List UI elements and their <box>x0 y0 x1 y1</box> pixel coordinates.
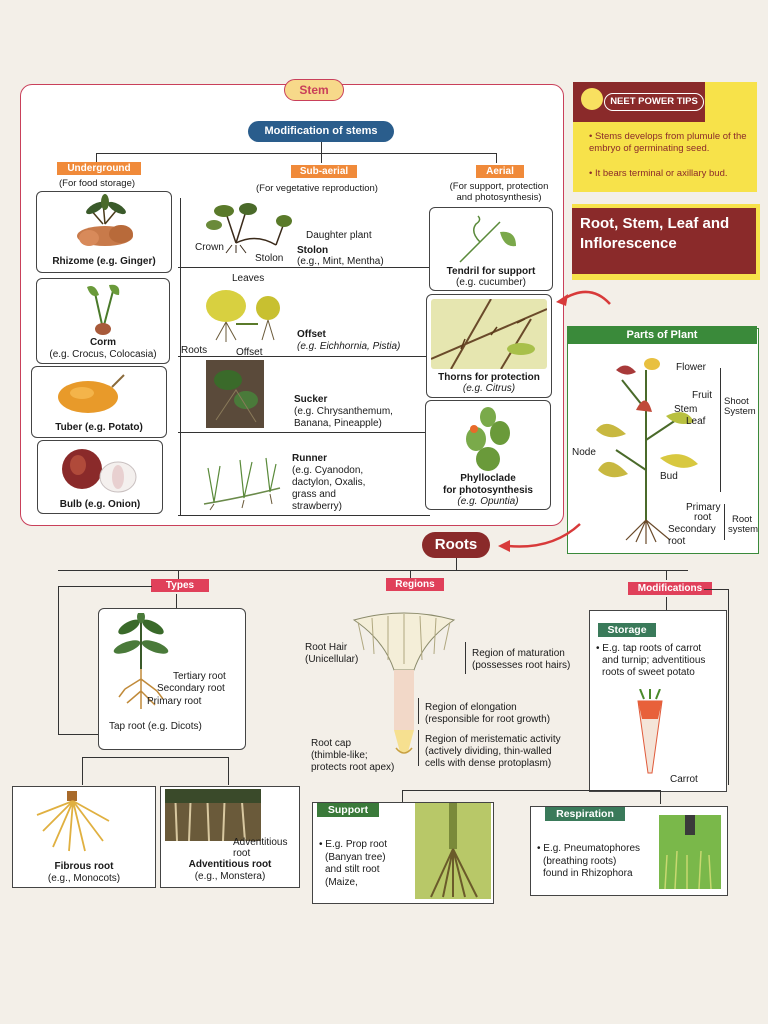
support-tag: Support <box>317 803 379 817</box>
thorns-label: Thorns for protection <box>438 372 540 383</box>
roots-title: Roots <box>422 532 490 558</box>
corm-icon <box>73 281 133 337</box>
aerial-tag: Aerial <box>476 165 524 178</box>
respiration-text-1: • E.g. Pneumatophores <box>537 843 641 854</box>
prop-root-icon <box>415 803 491 899</box>
types-tag: Types <box>151 579 209 592</box>
primary-root-type-label: Primary root <box>147 696 202 707</box>
storage-text-3: roots of sweet potato <box>602 667 695 678</box>
elongation-label-2: (responsible for root growth) <box>425 714 551 725</box>
offset-leaves-label: Leaves <box>232 273 265 284</box>
root-hair-label-1: Root Hair <box>305 642 348 653</box>
crown-label: Crown <box>195 242 224 253</box>
modification-title: Modification of stems <box>248 121 394 142</box>
fibrous-card <box>12 786 156 888</box>
sucker-illustration <box>206 360 264 428</box>
bud-label: Bud <box>660 471 678 482</box>
regions-tag: Regions <box>386 578 444 591</box>
runner-example-3: grass and <box>292 489 336 500</box>
adventitious-arrow-label-1: Adventitious <box>233 837 288 848</box>
fibrous-root-example: (e.g., Monocots) <box>47 873 121 884</box>
tip-1-text: Stems develops from plumule of the embryo of germinating seed. <box>589 131 747 154</box>
stolon-name: Stolon <box>297 245 329 256</box>
sucker-example-2: Banana, Pineapple) <box>294 418 382 429</box>
leaf-label: Leaf <box>686 416 706 427</box>
ginger-icon <box>65 194 145 252</box>
tips-title: NEET POWER TIPS <box>604 93 704 111</box>
stem-label: Stem <box>674 404 698 415</box>
root-cap-label-3: protects root apex) <box>311 762 395 773</box>
respiration-card <box>530 806 728 896</box>
fibrous-root-label: Fibrous root <box>54 861 114 872</box>
underground-purpose: (For food storage) <box>59 178 136 189</box>
shoot-system-label-2: System <box>724 406 756 417</box>
adventitious-root-label: Adventitious root <box>188 859 272 870</box>
modifications-tag: Modifications <box>628 582 712 595</box>
runner-example-4: strawberry) <box>292 501 343 512</box>
thorns-example: (e.g. Citrus) <box>462 383 516 394</box>
offset-arrow-label: Offset <box>236 347 263 358</box>
phylloclade-label-2: for photosynthesis <box>442 485 533 496</box>
respiration-text-2: (breathing roots) <box>543 856 617 867</box>
corm-label: Corm <box>89 337 117 348</box>
offset-example: (e.g. Eichhornia, Pistia) <box>297 341 401 352</box>
tip-2-text: It bears terminal or axillary bud. <box>594 168 728 179</box>
subaerial-purpose: (For vegetative reproduction) <box>256 183 378 194</box>
shoot-system-label-1: Shoot <box>724 396 749 407</box>
storage-text-2: and turnip; adventitious <box>602 655 706 666</box>
tuber-card <box>31 366 167 438</box>
tendril-example: (e.g. cucumber) <box>455 277 527 288</box>
tendril-card <box>429 207 553 291</box>
daughter-plant-label: Daughter plant <box>306 230 372 241</box>
support-card <box>312 802 494 904</box>
root-cap-label-1: Root cap <box>311 738 352 749</box>
meristem-label-3: cells with dense protoplasm) <box>425 758 552 769</box>
offset-name: Offset <box>297 329 326 340</box>
root-cap-label-2: (thimble-like; <box>311 750 368 761</box>
stolon-arrow-label: Stolon <box>255 253 284 264</box>
underground-tag: Underground <box>57 162 141 175</box>
phylloclade-label-1: Phylloclade <box>460 473 516 484</box>
corm-card <box>36 278 170 364</box>
adventitious-arrow-label-2: root <box>233 848 251 859</box>
rhizome-card <box>36 191 172 273</box>
secondary-root-label-2: root <box>668 536 686 547</box>
tip-2: • It bears terminal or axillary bud. <box>589 168 728 179</box>
root-system-label-2: system <box>728 524 759 535</box>
meristem-label-2: (actively dividing, thin-walled <box>425 746 552 757</box>
fruit-label: Fruit <box>692 390 712 401</box>
root-hair-label-2: (Unicellular) <box>305 654 359 665</box>
runner-illustration <box>200 448 282 512</box>
flower-label: Flower <box>676 362 707 373</box>
thorns-card <box>426 294 552 398</box>
support-text-3: and stilt root <box>325 864 380 875</box>
bulb-card <box>37 440 163 514</box>
thorns-icon <box>431 299 547 369</box>
phylloclade-card <box>425 400 551 510</box>
chapter-title: Root, Stem, Leaf and Inflorescence <box>572 208 756 274</box>
storage-tag: Storage <box>598 623 656 637</box>
potato-icon <box>52 371 132 415</box>
tertiary-root-label: Tertiary root <box>173 671 226 682</box>
node-label: Node <box>572 447 596 458</box>
tip-1: • Stems develops from plumule of the embryo of germinating seed. <box>589 131 747 154</box>
runner-example-2: dactylon, Oxalis, <box>292 477 366 488</box>
support-text-4: (Maize, <box>325 877 358 888</box>
primary-root-label-1: Primary <box>686 502 721 513</box>
root-system-label-1: Root <box>732 514 753 525</box>
sucker-example-1: (e.g. Chrysanthemum, <box>294 406 393 417</box>
taproot-label: Tap root (e.g. Dicots) <box>109 721 202 732</box>
bulb-icon <box>581 88 603 110</box>
storage-text-1: • E.g. tap roots of carrot <box>596 643 702 654</box>
rhizome-label: Rhizome (e.g. Ginger) <box>52 256 156 267</box>
secondary-root-type-label: Secondary root <box>157 683 225 694</box>
onion-icon <box>48 443 148 495</box>
maturation-label-2: (possesses root hairs) <box>472 660 571 671</box>
stolon-example: (e.g., Mint, Mentha) <box>297 256 384 267</box>
phylloclade-example: (e.g. Opuntia) <box>457 496 519 507</box>
respiration-tag: Respiration <box>545 807 625 821</box>
fibrous-root-icon <box>33 791 113 855</box>
stem-title: Stem <box>284 79 344 101</box>
pneumatophore-icon <box>659 815 721 889</box>
taproot-card <box>98 608 246 750</box>
maturation-label-1: Region of maturation <box>472 648 565 659</box>
primary-root-label-2: root <box>694 512 712 523</box>
respiration-text-3: found in Rhizophora <box>543 868 633 879</box>
adventitious-card <box>160 786 300 888</box>
cactus-icon <box>460 403 516 473</box>
corm-example: (e.g. Crocus, Colocasia) <box>49 349 157 360</box>
red-arrow-roots-icon <box>492 520 584 554</box>
support-text-2: (Banyan tree) <box>325 852 386 863</box>
secondary-root-label-1: Secondary <box>668 524 716 535</box>
offset-roots-label: Roots <box>181 345 208 356</box>
bulb-label: Bulb (e.g. Onion) <box>59 499 141 510</box>
aerial-purpose-1: (For support, protection <box>449 181 549 192</box>
aerial-purpose-2: and photosynthesis) <box>456 192 542 203</box>
carrot-icon <box>630 689 670 775</box>
storage-card <box>589 610 727 792</box>
runner-name: Runner <box>292 453 327 464</box>
runner-example-1: (e.g. Cyanodon, <box>292 465 364 476</box>
tuber-label: Tuber (e.g. Potato) <box>55 422 143 433</box>
support-text-1: • E.g. Prop root <box>319 839 387 850</box>
subaerial-tag: Sub-aerial <box>291 165 357 178</box>
tendril-icon <box>450 212 530 264</box>
elongation-label-1: Region of elongation <box>425 702 517 713</box>
sucker-name: Sucker <box>294 394 328 405</box>
tendril-label: Tendril for support <box>446 266 536 277</box>
red-arrow-icon <box>550 278 614 308</box>
carrot-label: Carrot <box>670 774 698 785</box>
adventitious-root-example: (e.g., Monstera) <box>194 871 266 882</box>
meristem-label-1: Region of meristematic activity <box>425 734 561 745</box>
adventitious-root-icon <box>165 789 261 841</box>
parts-title: Parts of Plant <box>567 326 757 344</box>
offset-illustration <box>196 284 292 346</box>
